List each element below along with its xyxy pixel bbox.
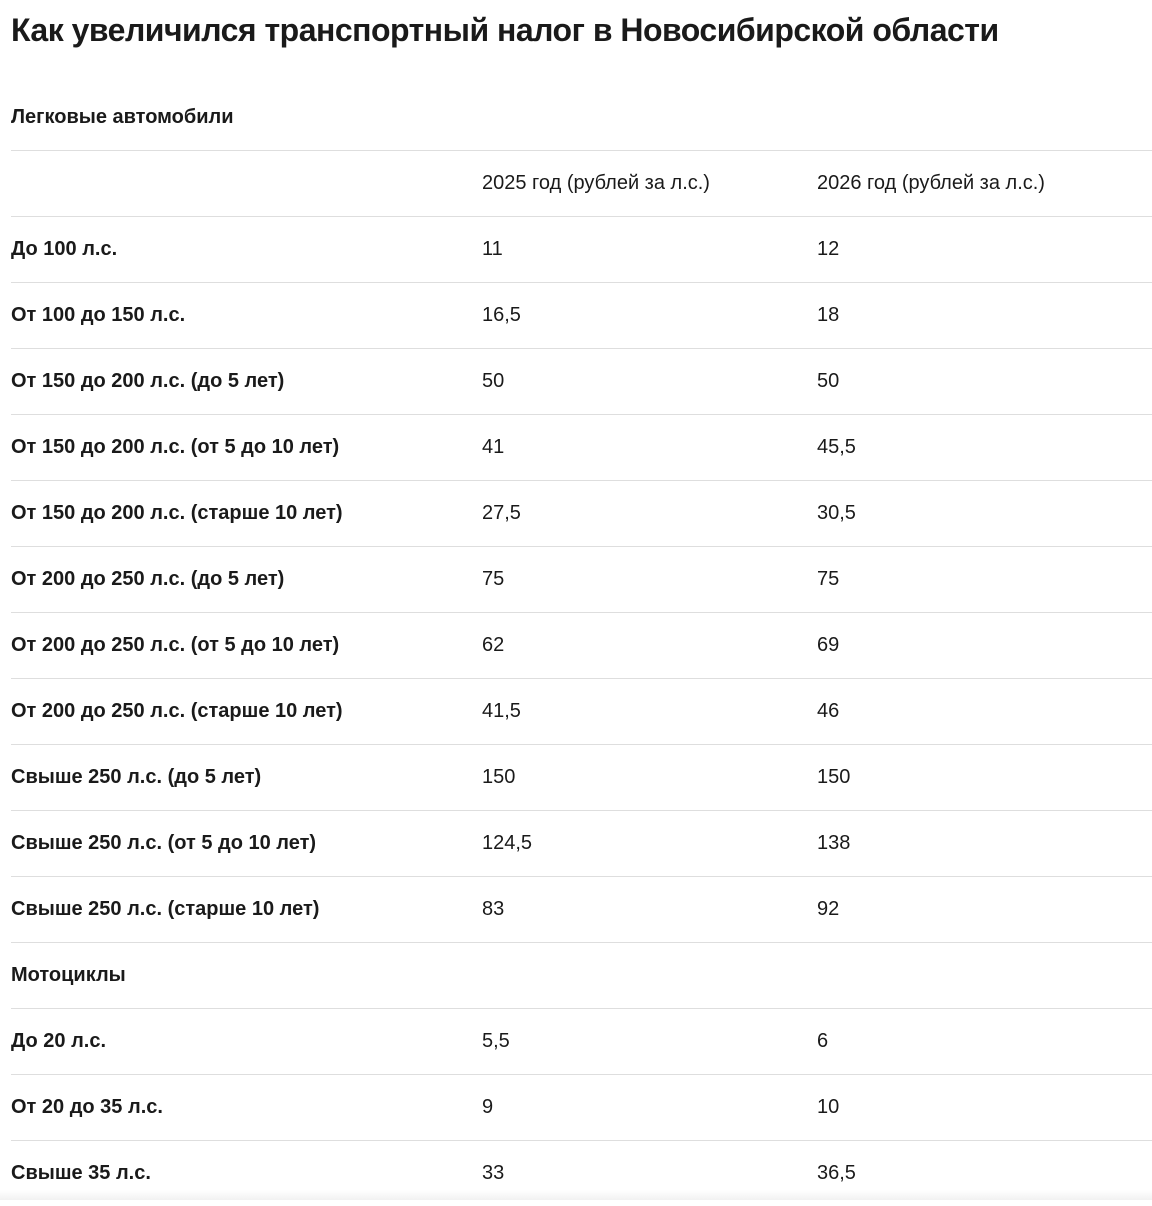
table-row (11, 1075, 1152, 1141)
table-row (11, 481, 1152, 547)
value-2025: 41,5 (482, 679, 817, 745)
row-label: От 200 до 250 л.с. (от 5 до 10 лет) (11, 613, 482, 679)
row-label: Свыше 250 л.с. (старше 10 лет) (11, 877, 482, 943)
value-2025 (482, 943, 817, 1009)
row-label: Свыше 35 л.с. (11, 1141, 482, 1206)
table-header-row (11, 151, 1152, 217)
bottom-fade (0, 1190, 1152, 1200)
value-2025: 9 (482, 1075, 817, 1141)
value-2025: 5,5 (482, 1009, 817, 1075)
section-label-motorcycles: Мотоциклы (11, 943, 482, 1009)
row-label: Свыше 250 л.с. (до 5 лет) (11, 745, 482, 811)
table-row (11, 877, 1152, 943)
value-2025: 83 (482, 877, 817, 943)
value-2025: 75 (482, 547, 817, 613)
row-label: От 200 до 250 л.с. (до 5 лет) (11, 547, 482, 613)
value-2026: 6 (817, 1009, 1152, 1075)
header-2025: 2025 год (рублей за л.с.) (482, 151, 817, 217)
row-label: От 150 до 200 л.с. (от 5 до 10 лет) (11, 415, 482, 481)
table-section-row (11, 943, 1152, 1009)
table-row (11, 679, 1152, 745)
table-section-title: Легковые автомобили (11, 103, 234, 131)
table-row (11, 547, 1152, 613)
row-label: От 200 до 250 л.с. (старше 10 лет) (11, 679, 482, 745)
row-label: До 20 л.с. (11, 1009, 482, 1075)
value-2025: 27,5 (482, 481, 817, 547)
tax-rates-table (11, 150, 1152, 1206)
value-2026: 30,5 (817, 481, 1152, 547)
value-2026 (817, 943, 1152, 1009)
header-category (11, 151, 482, 217)
table-row (11, 745, 1152, 811)
value-2026: 46 (817, 679, 1152, 745)
value-2026: 12 (817, 217, 1152, 283)
row-label: От 150 до 200 л.с. (до 5 лет) (11, 349, 482, 415)
value-2026: 138 (817, 811, 1152, 877)
table-row (11, 217, 1152, 283)
value-2025: 16,5 (482, 283, 817, 349)
value-2025: 11 (482, 217, 817, 283)
value-2026: 75 (817, 547, 1152, 613)
value-2026: 36,5 (817, 1141, 1152, 1206)
value-2025: 33 (482, 1141, 817, 1206)
page-title: Как увеличился транспортный налог в Новосибирской области (11, 8, 999, 52)
value-2026: 150 (817, 745, 1152, 811)
value-2026: 18 (817, 283, 1152, 349)
value-2025: 150 (482, 745, 817, 811)
value-2026: 10 (817, 1075, 1152, 1141)
row-label: Свыше 250 л.с. (от 5 до 10 лет) (11, 811, 482, 877)
table-row (11, 1009, 1152, 1075)
row-label: До 100 л.с. (11, 217, 482, 283)
value-2025: 62 (482, 613, 817, 679)
value-2025: 124,5 (482, 811, 817, 877)
row-label: От 20 до 35 л.с. (11, 1075, 482, 1141)
value-2026: 45,5 (817, 415, 1152, 481)
table-row (11, 349, 1152, 415)
table-row (11, 811, 1152, 877)
value-2026: 92 (817, 877, 1152, 943)
value-2025: 41 (482, 415, 817, 481)
table-row (11, 613, 1152, 679)
value-2026: 69 (817, 613, 1152, 679)
table-row (11, 415, 1152, 481)
header-2026: 2026 год (рублей за л.с.) (817, 151, 1152, 217)
row-label: От 100 до 150 л.с. (11, 283, 482, 349)
value-2025: 50 (482, 349, 817, 415)
table-row (11, 283, 1152, 349)
row-label: От 150 до 200 л.с. (старше 10 лет) (11, 481, 482, 547)
value-2026: 50 (817, 349, 1152, 415)
